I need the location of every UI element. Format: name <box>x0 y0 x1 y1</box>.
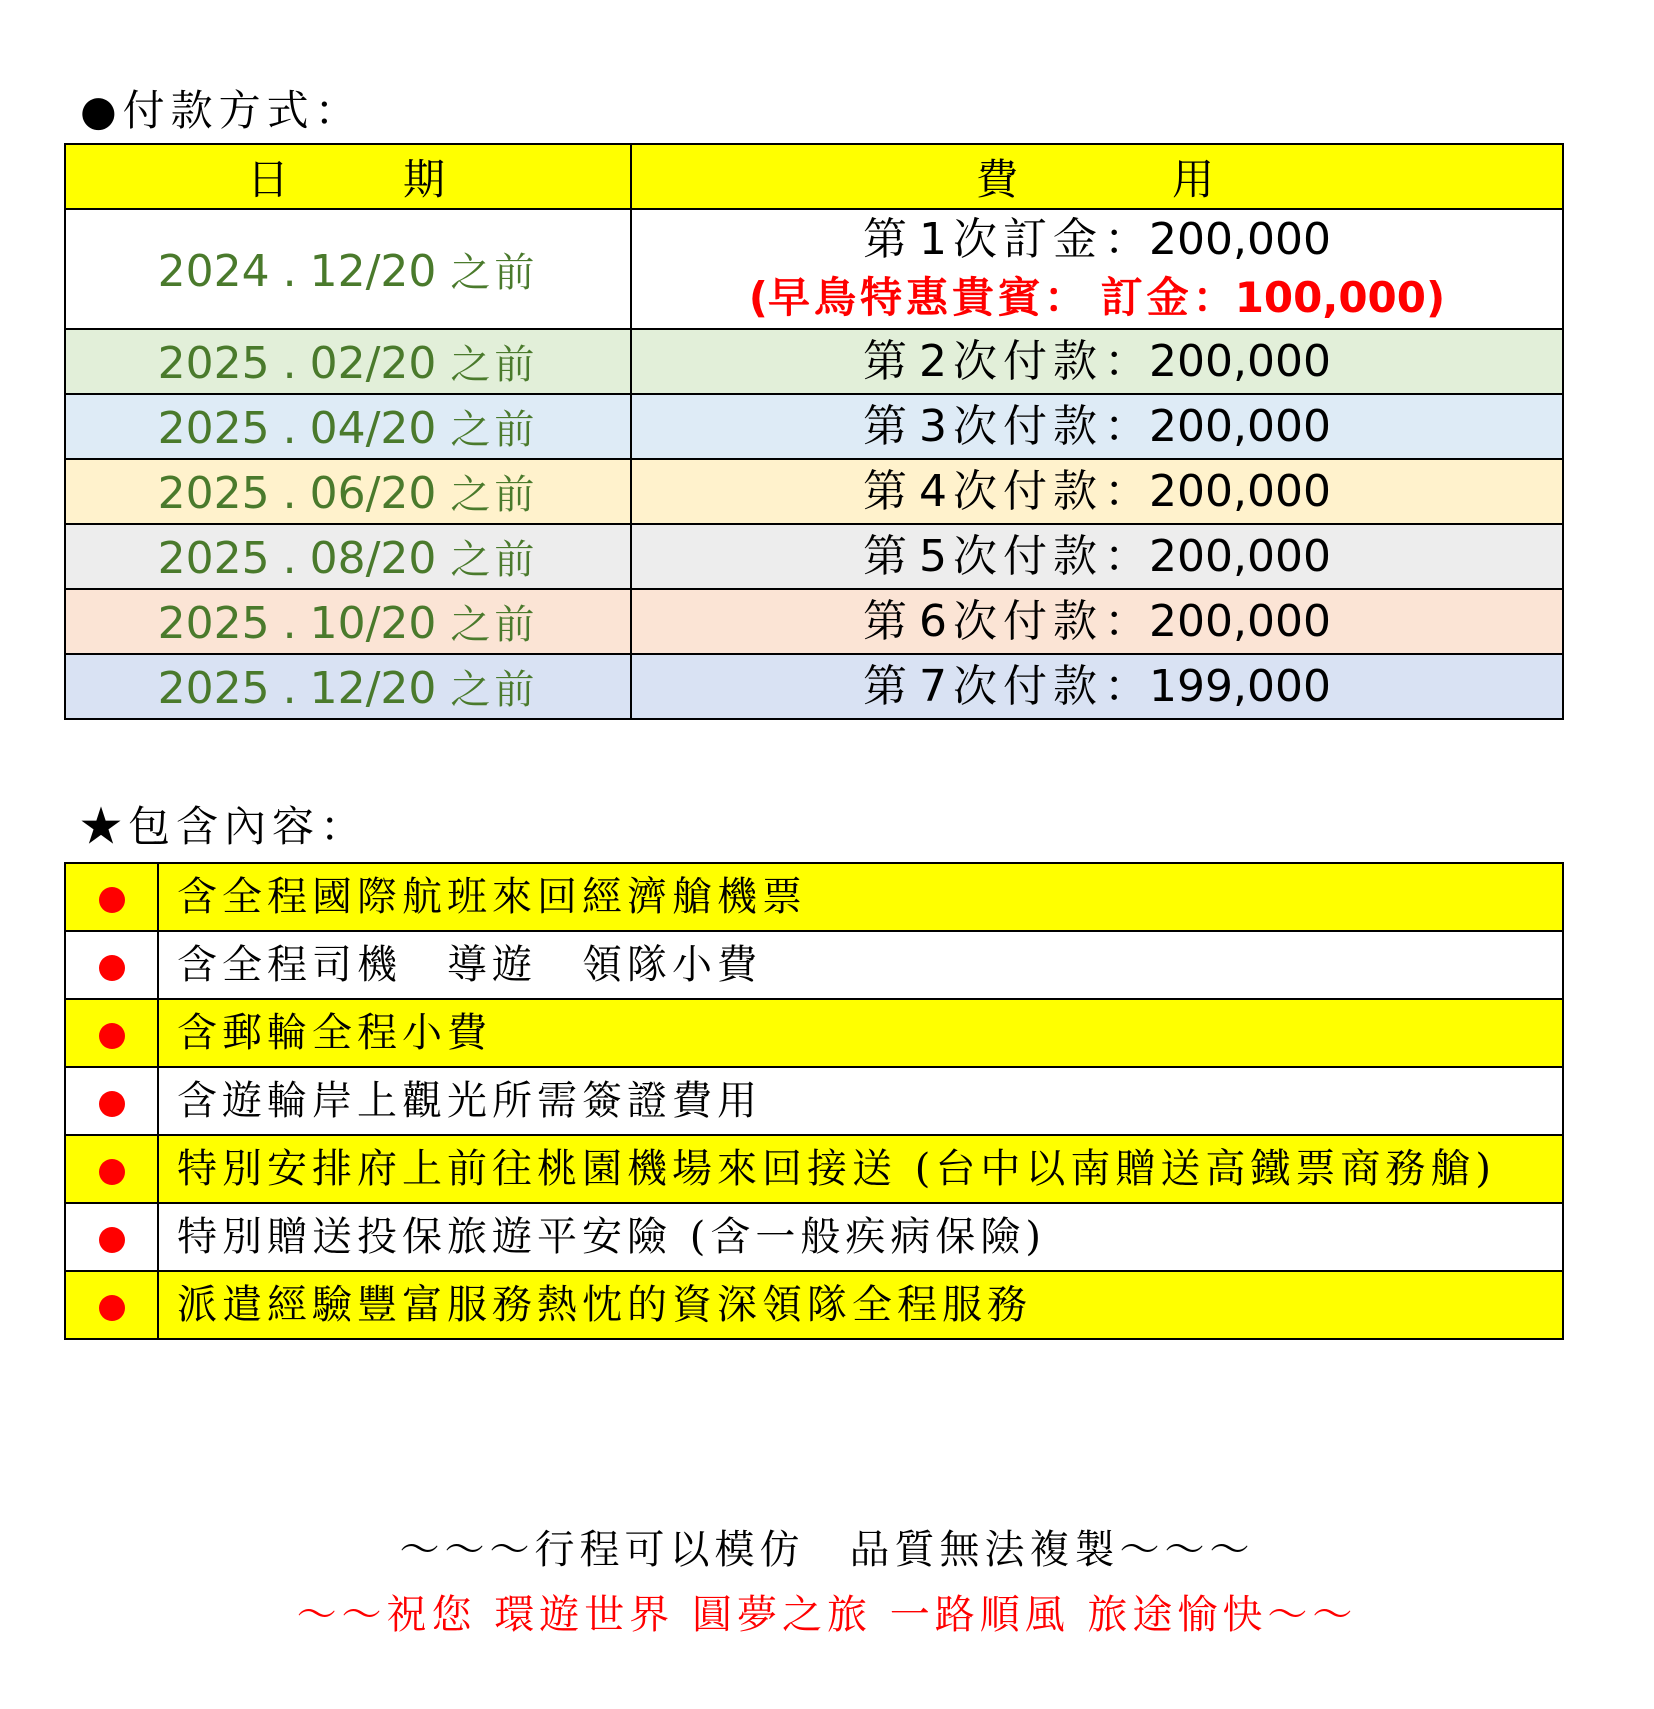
table-row <box>65 589 1563 654</box>
red-dot-icon-cell <box>65 931 158 999</box>
table-row <box>65 329 1563 394</box>
include-item-text: 派遣經驗豐富服務熱忱的資深領隊全程服務 <box>158 1271 1563 1339</box>
red-dot-icon <box>99 1295 125 1321</box>
payment-amount-cell: 第 4 次付款：200,000 <box>631 459 1563 524</box>
payment-date-cell: 2025 . 08/20 之前 <box>65 524 631 589</box>
date-column-header: 日 期 <box>65 144 631 209</box>
payment-amount-cell: 第 2 次付款：200,000 <box>631 329 1563 394</box>
red-dot-icon-cell <box>65 999 158 1067</box>
table-row <box>65 654 1563 719</box>
closing-wishes: ～～祝您 環遊世界 圓夢之旅 一路順風 旅途愉快～～ <box>296 1592 1358 1638</box>
payment-section-title: ●付款方式： <box>80 86 363 135</box>
red-dot-icon <box>99 1227 125 1253</box>
payment-date-cell: 2025 . 02/20 之前 <box>65 329 631 394</box>
red-dot-icon <box>99 1091 125 1117</box>
list-item <box>65 1271 1563 1339</box>
table-row <box>65 394 1563 459</box>
table-row <box>65 459 1563 524</box>
list-item <box>65 863 1563 931</box>
payment-date-cell: 2025 . 10/20 之前 <box>65 589 631 654</box>
red-dot-icon-cell <box>65 1067 158 1135</box>
red-dot-icon-cell <box>65 863 158 931</box>
payment-date-cell: 2025 . 06/20 之前 <box>65 459 631 524</box>
include-item-text: 含郵輪全程小費 <box>158 999 1563 1067</box>
red-dot-icon-cell <box>65 1271 158 1339</box>
payment-amount-cell: 第 1 次訂金：200,000 (早鳥特惠貴賓： 訂金：100,000) <box>631 209 1563 329</box>
include-item-text: 特別贈送投保旅遊平安險 (含一般疾病保險) <box>158 1203 1563 1271</box>
fee-column-header: 費 用 <box>631 144 1563 209</box>
include-item-text: 含全程國際航班來回經濟艙機票 <box>158 863 1563 931</box>
table-header-row <box>65 144 1563 209</box>
closing-slogan: ～～～行程可以模仿 品質無法複製～～～ <box>399 1527 1255 1573</box>
list-item <box>65 931 1563 999</box>
star-icon: ★ <box>80 802 129 851</box>
black-circle-icon: ● <box>80 86 123 135</box>
include-item-text: 含全程司機 導遊 領隊小費 <box>158 931 1563 999</box>
payment-amount-cell: 第 5 次付款：200,000 <box>631 524 1563 589</box>
red-dot-icon-cell <box>65 1135 158 1203</box>
payment-amount-cell: 第 6 次付款：200,000 <box>631 589 1563 654</box>
payment-amount-cell: 第 7 次付款：199,000 <box>631 654 1563 719</box>
list-item <box>65 1067 1563 1135</box>
table-row <box>65 524 1563 589</box>
early-bird-discount: (早鳥特惠貴賓： 訂金：100,000) <box>748 273 1446 322</box>
red-dot-icon <box>99 1023 125 1049</box>
red-dot-icon <box>99 955 125 981</box>
include-item-text: 特別安排府上前往桃園機場來回接送 (台中以南贈送高鐵票商務艙) <box>158 1135 1563 1203</box>
red-dot-icon-cell <box>65 1203 158 1271</box>
include-item-text: 含遊輪岸上觀光所需簽證費用 <box>158 1067 1563 1135</box>
includes-section-title: ★包含內容： <box>80 802 369 851</box>
red-dot-icon <box>99 1159 125 1185</box>
payment-date-cell: 2025 . 04/20 之前 <box>65 394 631 459</box>
payment-date-cell: 2025 . 12/20 之前 <box>65 654 631 719</box>
includes-table <box>64 862 1564 1340</box>
list-item <box>65 1135 1563 1203</box>
red-dot-icon <box>99 887 125 913</box>
list-item <box>65 1203 1563 1271</box>
payment-amount-cell: 第 3 次付款：200,000 <box>631 394 1563 459</box>
table-row <box>65 209 1563 329</box>
payment-schedule-table <box>64 143 1564 720</box>
payment-date-cell: 2024 . 12/20 之前 <box>65 209 631 329</box>
list-item <box>65 999 1563 1067</box>
